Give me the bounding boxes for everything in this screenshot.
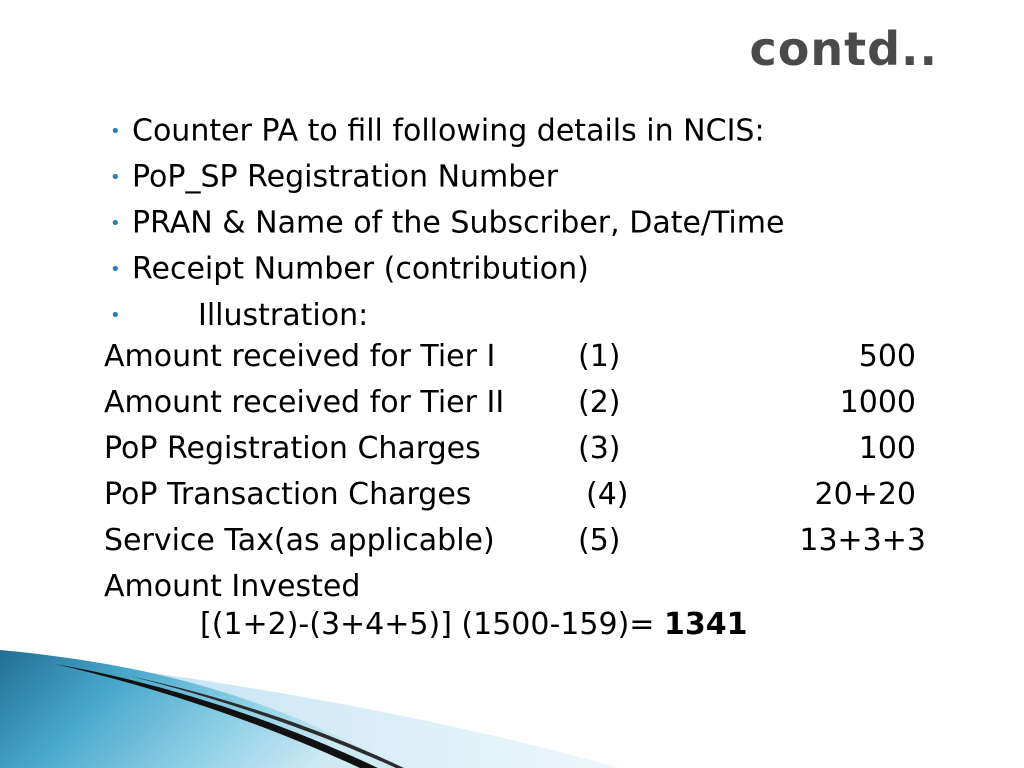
row-ref: (1) xyxy=(578,339,621,374)
row-value: 1000 xyxy=(839,385,916,420)
bullet-item xyxy=(110,154,784,200)
illustration-row xyxy=(104,472,934,518)
row-ref: (4) xyxy=(586,477,629,512)
row-label: Service Tax(as applicable) xyxy=(104,523,495,558)
slide-title: contd.. xyxy=(749,22,938,76)
formula-expression: [(1+2)-(3+4+5)] (1500-159)= xyxy=(200,607,664,642)
row-label: Amount received for Tier I xyxy=(104,339,496,374)
illustration-row xyxy=(104,380,934,426)
row-value: 500 xyxy=(858,339,916,374)
row-ref: (2) xyxy=(578,385,621,420)
bullet-text: Counter PA to fill following details in NCIS: xyxy=(132,113,765,149)
formula-line xyxy=(200,602,747,648)
bullet-icon xyxy=(110,293,132,339)
row-value: 100 xyxy=(858,431,916,466)
bullet-text: Receipt Number (contribution) xyxy=(132,251,589,287)
bullet-item xyxy=(110,246,784,292)
bullet-text: Illustration: xyxy=(198,297,369,333)
bullet-icon xyxy=(110,201,132,247)
bullet-icon xyxy=(110,247,132,293)
bullet-text: PRAN & Name of the Subscriber, Date/Time xyxy=(132,205,785,241)
bullet-text: PoP_SP Registration Number xyxy=(132,159,559,195)
row-label: PoP Transaction Charges xyxy=(104,477,472,512)
row-label: PoP Registration Charges xyxy=(104,431,481,466)
row-ref: (5) xyxy=(578,523,621,558)
bullet-item xyxy=(110,108,784,154)
illustration-table xyxy=(104,334,934,610)
bullet-icon xyxy=(110,109,132,155)
illustration-row xyxy=(104,426,934,472)
formula-result: 1341 xyxy=(663,607,748,642)
row-label: Amount received for Tier II xyxy=(104,385,505,420)
bullet-list xyxy=(110,108,784,338)
bullet-item xyxy=(110,200,784,246)
illustration-row xyxy=(104,518,934,564)
row-value: 20+20 xyxy=(814,477,916,512)
row-value: 13+3+3 xyxy=(799,523,926,558)
bullet-item-illustration xyxy=(110,292,784,338)
row-label: Amount Invested xyxy=(104,569,361,604)
row-ref: (3) xyxy=(578,431,621,466)
illustration-row xyxy=(104,334,934,380)
bullet-icon xyxy=(110,155,132,201)
